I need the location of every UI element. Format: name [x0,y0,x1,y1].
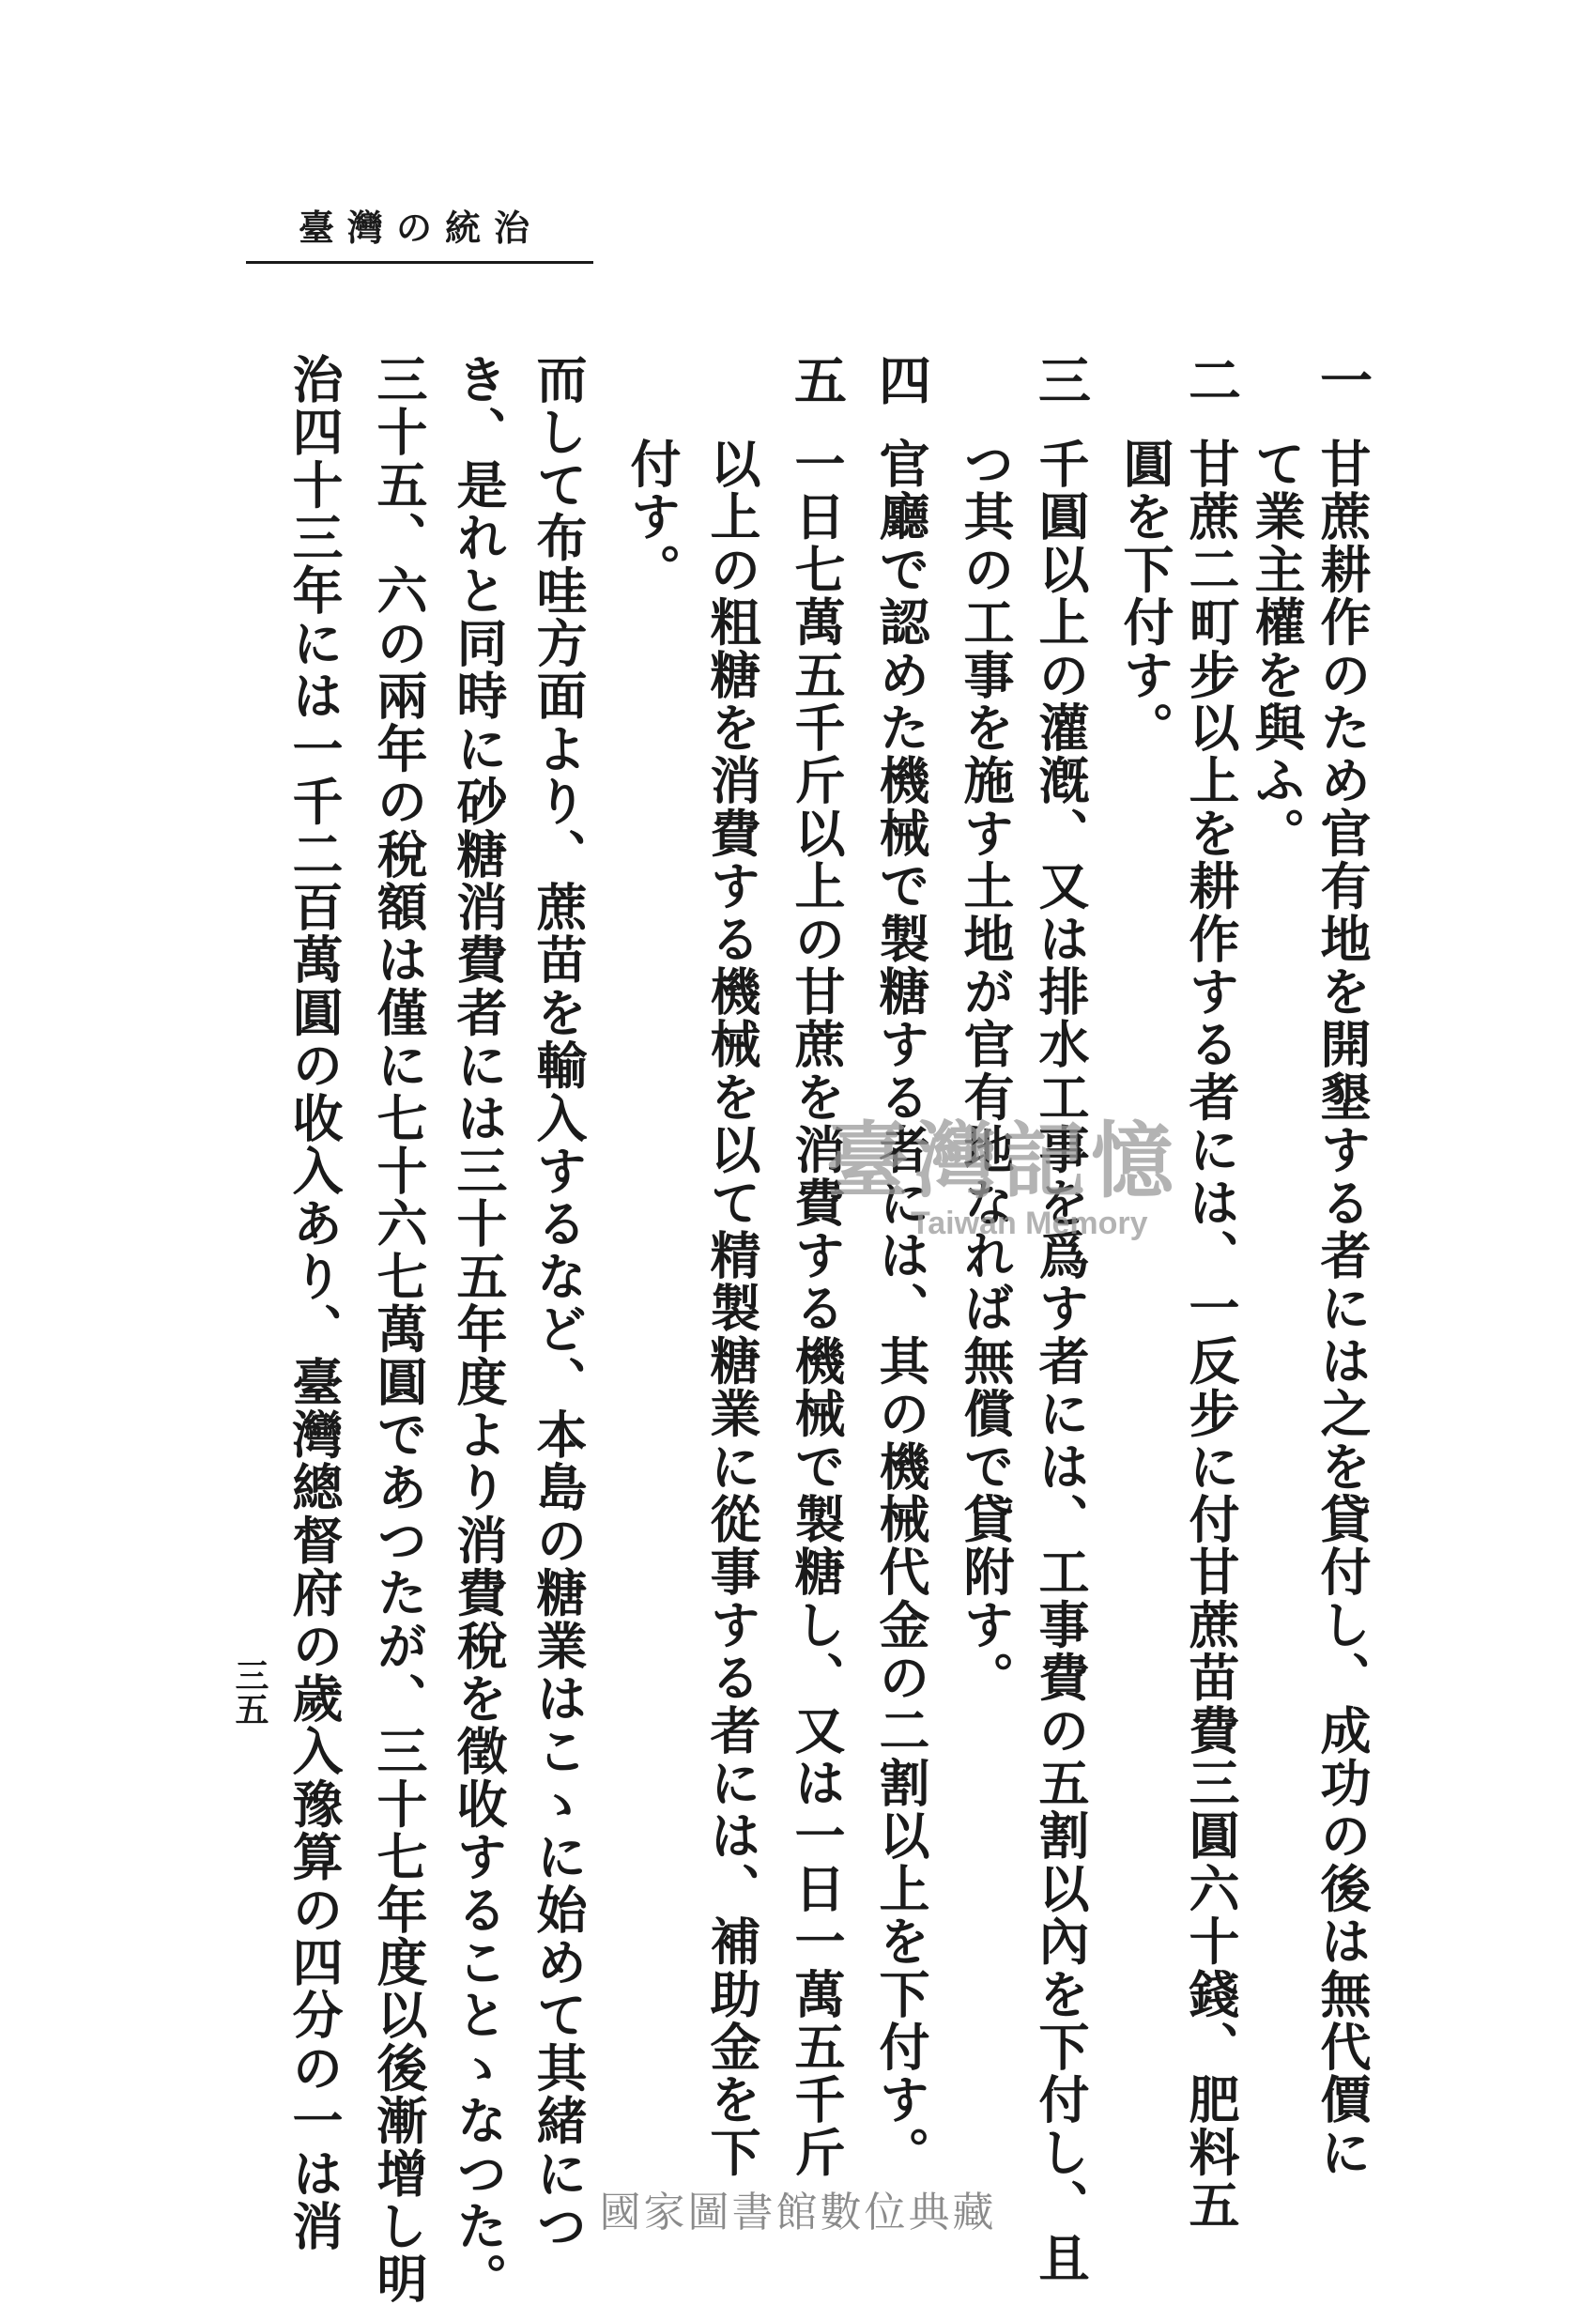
list-marker-4: 四 [870,353,932,406]
text-column: 官廳で認めた機械で製糖する者には、其の機械代金の二割以上を下付す。 [871,438,931,2179]
text-column: 一日七萬五千斤以上の甘蔗を消費する機械で製糖し、又は一日一萬五千斤 [787,438,847,2179]
text-column: 付す。 [622,438,683,596]
paragraph-column: 治四十三年には一千二百萬圓の收入あり、臺灣總督府の歲入豫算の四分の一は消 [284,353,345,2253]
text-column: て業主權を與ふ。 [1247,438,1307,860]
paragraph-column: 而して布哇方面より、蔗苗を輸入するなど、本島の糖業はこゝに始めて其緒につ [529,353,589,2253]
list-marker-5: 五 [786,353,848,406]
list-marker-1: 一 [1312,353,1373,406]
list-marker-3: 三 [1030,353,1092,406]
text-column: 甘蔗耕作のため官有地を開墾する者には之を貸付し、成功の後は無代價に [1312,438,1373,2179]
paragraph-column: 三十五、六の兩年の稅額は僅に七十六七萬圓であつたが、三十七年度以後漸增し明 [369,353,429,2305]
text-column: 甘蔗二町步以上を耕作する者には、一反步に付甘蔗苗費三圓六十錢、肥料五 [1181,438,1241,2232]
watermark-chinese: 臺灣記憶 [826,1112,1180,1209]
text-column: 圓を下付す。 [1115,438,1175,755]
text-column: 千圓以上の灌漑、又は排水工事を爲す者には、工事費の五割以內を下付し、且 [1031,438,1091,2284]
running-header: 臺灣の統治 [298,207,543,249]
paragraph-column: き、是れと同時に砂糖消費者には三十五年度より消費稅を徵收することゝなつた。 [449,353,509,2305]
text-column: 以上の粗糖を消費する機械を以て精製糖業に從事する者には、補助金を下 [702,438,762,2179]
list-marker-2: 二 [1180,353,1242,406]
header-rule [246,261,593,264]
footer-credit: 國家圖書館數位典藏 [599,2189,997,2236]
text-column: つ其の工事を施す土地が官有地なれば無償で貸附す。 [956,438,1016,1704]
page-number: 三五 [230,1658,269,1726]
watermark-english: Taiwan Memory [911,1206,1148,1241]
